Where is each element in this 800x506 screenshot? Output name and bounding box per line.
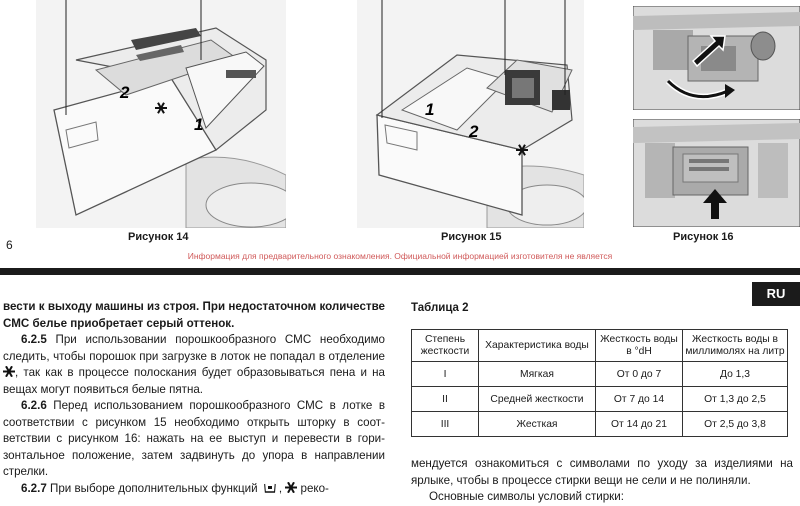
header-rule bbox=[0, 268, 800, 275]
column-header: Характеристика воды bbox=[479, 330, 596, 362]
paragraph-6-2-5 bbox=[3, 332, 385, 398]
table-row bbox=[412, 362, 788, 387]
table-cell: От 7 до 14 bbox=[596, 387, 683, 412]
table-cell: Средней жесткости bbox=[479, 387, 596, 412]
page-number: 6 bbox=[6, 238, 13, 252]
table-cell: От 0 до 7 bbox=[596, 362, 683, 387]
figure-16-top bbox=[633, 6, 800, 110]
compartment-label-1: 1 bbox=[425, 100, 435, 119]
section-number: 6.2.6 bbox=[21, 399, 47, 412]
table-title: Таблица 2 bbox=[411, 302, 469, 314]
figure-14-caption: Рисунок 14 bbox=[128, 231, 189, 243]
table-cell: От 2,5 до 3,8 bbox=[683, 412, 788, 437]
table-cell: I bbox=[412, 362, 479, 387]
paragraph-6-2-7: 6.2.7 При выборе дополнительных функций , реко- bbox=[21, 481, 329, 495]
prewash-icon bbox=[261, 482, 279, 493]
column-header: Жесткость воды в миллимолях на литр bbox=[683, 330, 788, 362]
language-tab: RU bbox=[752, 282, 800, 306]
paragraph-text: , так как в процессе полоскания будет образовываться пена и на вещах могут появиться белые пятна. bbox=[3, 366, 385, 396]
left-column bbox=[3, 299, 385, 497]
right-column bbox=[411, 456, 793, 506]
snowflake-icon bbox=[3, 366, 15, 377]
paragraph-continuation bbox=[3, 299, 385, 332]
paragraph-6-2-6 bbox=[3, 398, 385, 481]
column-header: Жесткость воды в °dH bbox=[596, 330, 683, 362]
snowflake-icon bbox=[285, 482, 297, 493]
table-header-row bbox=[412, 330, 788, 362]
table-cell: Жесткая bbox=[479, 412, 596, 437]
paragraph-text: реко- bbox=[297, 481, 329, 495]
paragraph-text: мендуется ознакомиться с символами по уходу за изделиями на ярлыке, чтобы в процессе стирки вещи не сели и не полиняли. bbox=[411, 457, 793, 487]
table-row bbox=[412, 412, 788, 437]
figure-16-caption: Рисунок 16 bbox=[673, 231, 734, 243]
table-cell: III bbox=[412, 412, 479, 437]
water-hardness-table bbox=[411, 329, 788, 437]
figure-15 bbox=[357, 0, 584, 228]
paragraph-text: При использовании порошкообразного СМС необходимо следить, чтобы порошок при загрузке в лоток не попадал в отделение bbox=[3, 333, 385, 363]
section-number: 6.2.5 bbox=[21, 333, 47, 346]
table-cell: От 1,3 до 2,5 bbox=[683, 387, 788, 412]
paragraph-text: При выборе дополнительных функций bbox=[46, 481, 261, 495]
paragraph-text: Перед использованием порошкообразного СМС в лотке в соответствии с рисунком 15 необходимо открыть шторку в соответствии с рисунком 16: нажать на ее выступ и перевести в горизонтальное положение, затем задвинуть до упора в направлении стрелки. bbox=[3, 399, 385, 478]
paragraph-text: Основные символы условий стирки: bbox=[429, 490, 624, 503]
figure-16-bottom bbox=[633, 119, 800, 227]
table-row bbox=[412, 387, 788, 412]
disclaimer-notice: Информация для предварительного ознакомления. Официальной информацией изготовителя не является bbox=[187, 251, 613, 261]
table-cell: Мягкая bbox=[479, 362, 596, 387]
compartment-label-2: 2 bbox=[469, 122, 479, 141]
table-cell: II bbox=[412, 387, 479, 412]
table-cell: От 14 до 21 bbox=[596, 412, 683, 437]
figure-15-caption: Рисунок 15 bbox=[441, 231, 502, 243]
compartment-label-2: 2 bbox=[120, 83, 130, 102]
column-header: Степень жесткости bbox=[412, 330, 479, 362]
figure-14 bbox=[36, 0, 286, 228]
compartment-label-1: 1 bbox=[194, 115, 204, 134]
table-cell: До 1,3 bbox=[683, 362, 788, 387]
paragraph-text: вести к выходу машины из строя. При недостаточном количестве СМС белье приобретает серый оттенок. bbox=[3, 300, 385, 330]
section-number: 6.2.7 bbox=[21, 481, 47, 495]
